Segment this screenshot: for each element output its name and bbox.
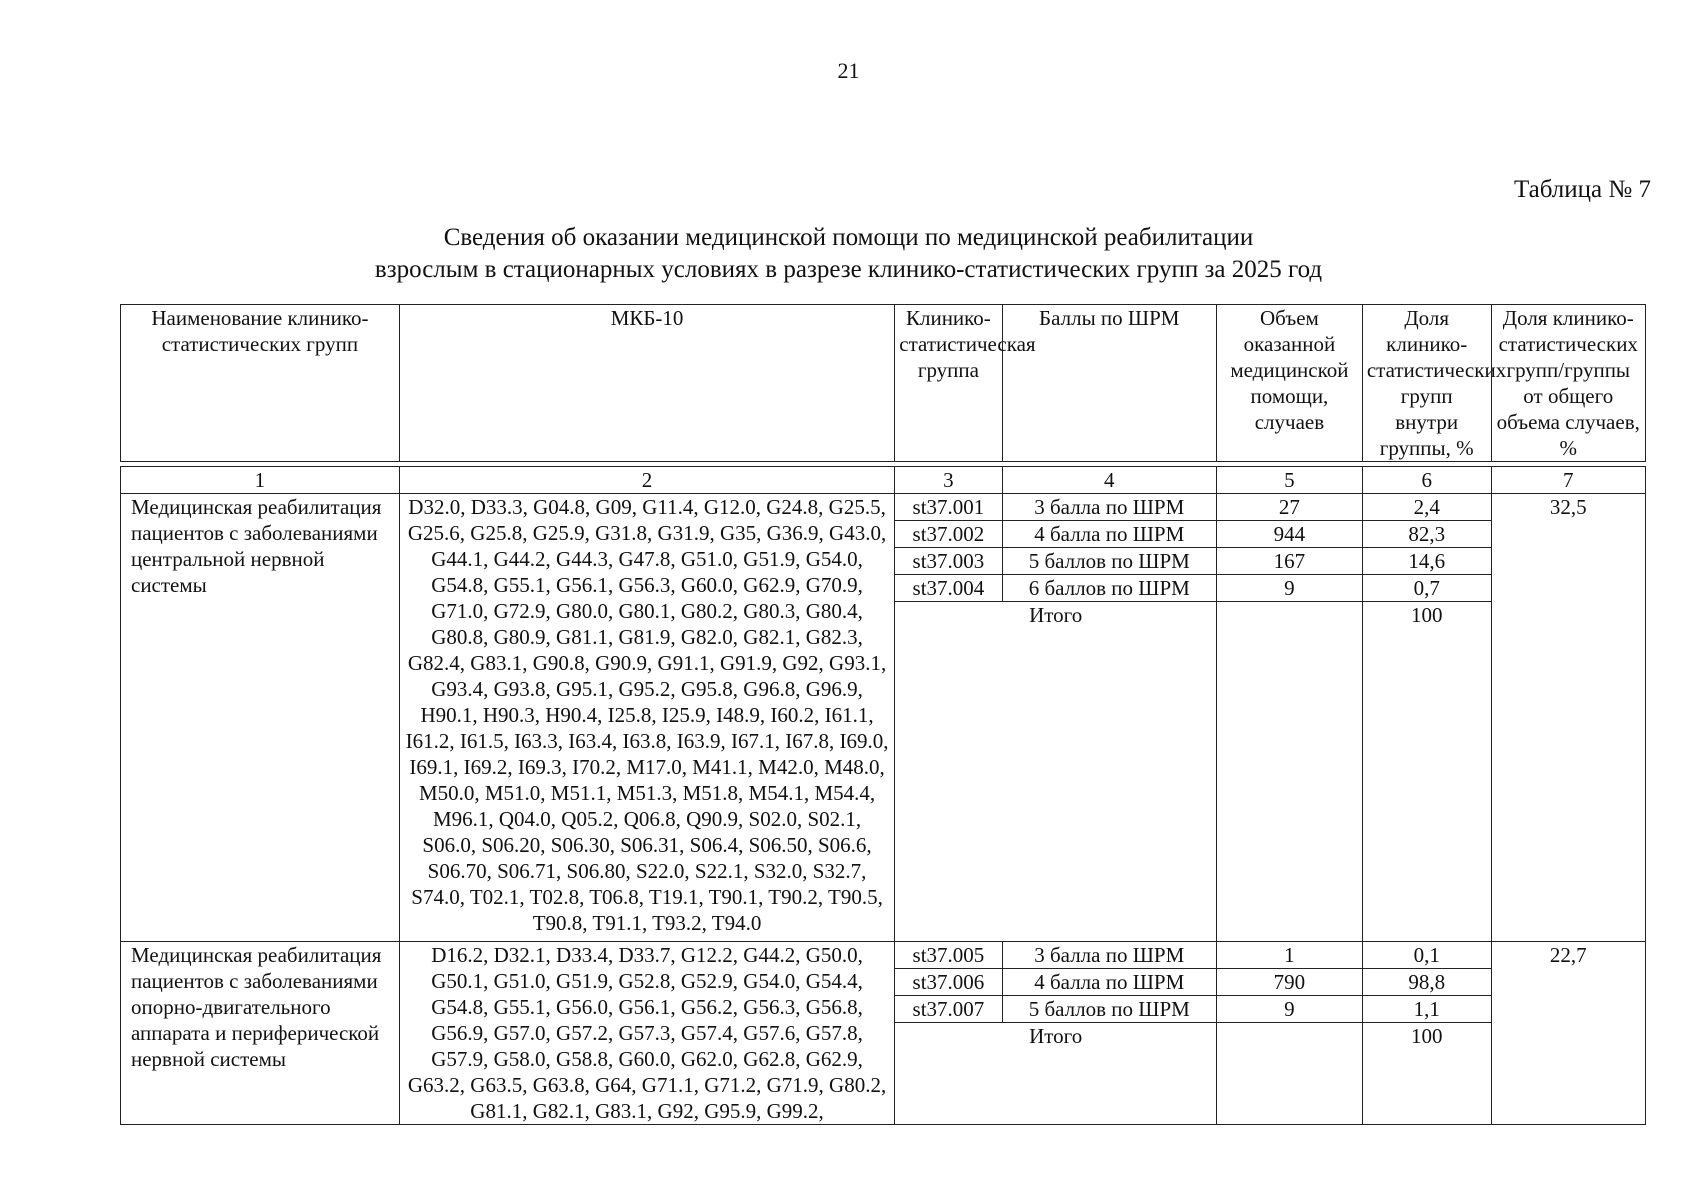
table-row	[121, 494, 1646, 521]
group-name: Медицинская реабилитация пациентов с заболеваниями центральной нервной системы	[121, 494, 400, 942]
score: 5 баллов по ШРМ	[1002, 996, 1216, 1023]
column-header-score: Баллы по ШРМ	[1002, 305, 1216, 462]
total-volume	[1217, 602, 1363, 942]
volume: 790	[1217, 969, 1363, 996]
share-of-total: 32,5	[1491, 494, 1645, 942]
column-header-ksg: Клинико-статистическая группа	[895, 305, 1002, 462]
column-header-volume: Объем оказанной медицинской помощи, случаев	[1217, 305, 1363, 462]
score: 4 балла по ШРМ	[1002, 521, 1216, 548]
table-label: Таблица № 7	[1513, 176, 1651, 203]
volume: 9	[1217, 996, 1363, 1023]
table-title-line-1: Сведения об оказании медицинской помощи по медицинской реабилитации	[443, 224, 1254, 251]
column-number-row	[121, 467, 1646, 494]
score: 3 балла по ШРМ	[1002, 942, 1216, 969]
table-title-line-2: взрослым в стационарных условиях в разрезе клинико-статистических групп за 2025 год	[374, 256, 1323, 283]
volume: 1	[1217, 942, 1363, 969]
column-number: 1	[121, 467, 400, 494]
column-number: 3	[895, 467, 1002, 494]
header-row	[121, 305, 1646, 462]
ksg-code: st37.006	[895, 969, 1002, 996]
share-in-group: 14,6	[1362, 548, 1491, 575]
table-title	[0, 222, 1697, 286]
share-of-total: 22,7	[1491, 942, 1645, 1125]
share-in-group: 2,4	[1362, 494, 1491, 521]
score: 4 балла по ШРМ	[1002, 969, 1216, 996]
column-number: 4	[1002, 467, 1216, 494]
volume: 167	[1217, 548, 1363, 575]
volume: 27	[1217, 494, 1363, 521]
column-header-icd10: МКБ-10	[399, 305, 894, 462]
total-share: 100	[1362, 1023, 1491, 1125]
column-header-share-in-group: Доля клинико-статистических групп внутри группы, %	[1362, 305, 1491, 462]
ksg-code: st37.002	[895, 521, 1002, 548]
ksg-code: st37.005	[895, 942, 1002, 969]
column-number: 5	[1217, 467, 1363, 494]
volume: 9	[1217, 575, 1363, 602]
column-number: 2	[399, 467, 894, 494]
share-in-group: 0,7	[1362, 575, 1491, 602]
share-in-group: 1,1	[1362, 996, 1491, 1023]
total-volume	[1217, 1023, 1363, 1125]
share-in-group: 82,3	[1362, 521, 1491, 548]
score: 5 баллов по ШРМ	[1002, 548, 1216, 575]
volume: 944	[1217, 521, 1363, 548]
column-header-share-total: Доля клинико-статистических групп/группы от общего объема случаев, %	[1491, 305, 1645, 462]
total-label: Итого	[895, 602, 1217, 942]
ksg-code: st37.004	[895, 575, 1002, 602]
total-label: Итого	[895, 1023, 1217, 1125]
column-header-group-name: Наименование клинико-статистических групп	[121, 305, 400, 462]
share-in-group: 0,1	[1362, 942, 1491, 969]
column-number: 6	[1362, 467, 1491, 494]
ksg-code: st37.007	[895, 996, 1002, 1023]
page-number: 21	[837, 58, 860, 83]
total-share: 100	[1362, 602, 1491, 942]
group-name: Медицинская реабилитация пациентов с заболеваниями опорно-двигательного аппарата и периферической нервной системы	[121, 942, 400, 1125]
column-number: 7	[1491, 467, 1645, 494]
score: 6 баллов по ШРМ	[1002, 575, 1216, 602]
icd10-codes: D32.0, D33.3, G04.8, G09, G11.4, G12.0, G24.8, G25.5, G25.6, G25.8, G25.9, G31.8, G31.9, G35, G36.9, G43.0, G44.1, G44.2, G44.3, G47.8, G51.0, G51.9, G54.0, G54.8, G55.1, G56.1, G56.3, G60.0, G62.9, G70.9, G71.0, G72.9, G80.0, G80.1, G80.2, G80.3, G80.4, G80.8, G80.9, G81.1, G81.9, G82.0, G82.1, G82.3, G82.4, G83.1, G90.8, G90.9, G91.1, G91.9, G92, G93.1, G93.4, G93.8, G95.1, G95.2, G95.8, G96.8, G96.9, H90.1, H90.3, H90.4, I25.8, I25.9, I48.9, I60.2, I61.1, I61.2, I61.5, I63.3, I63.4, I63.8, I63.9, I67.1, I67.8, I69.0, I69.1, I69.2, I69.3, I70.2, M17.0, M41.1, M42.0, M48.0, M50.0, M51.0, M51.1, M51.3, M51.8, M54.1, M54.4, M96.1, Q04.0, Q05.2, Q06.8, Q90.9, S02.0, S02.1, S06.0, S06.20, S06.30, S06.31, S06.4, S06.50, S06.6, S06.70, S06.71, S06.80, S22.0, S22.1, S32.0, S32.7, S74.0, T02.1, T02.8, T06.8, T19.1, T90.1, T90.2, T90.5, T90.8, T91.1, T93.2, T94.0	[399, 494, 894, 942]
table-row	[121, 942, 1646, 969]
ksg-code: st37.003	[895, 548, 1002, 575]
ksg-code: st37.001	[895, 494, 1002, 521]
rehabilitation-table	[120, 304, 1646, 1125]
icd10-codes: D16.2, D32.1, D33.4, D33.7, G12.2, G44.2, G50.0, G50.1, G51.0, G51.9, G52.8, G52.9, G54.0, G54.4, G54.8, G55.1, G56.0, G56.1, G56.2, G56.3, G56.8, G56.9, G57.0, G57.2, G57.3, G57.4, G57.6, G57.8, G57.9, G58.0, G58.8, G60.0, G62.0, G62.8, G62.9, G63.2, G63.5, G63.8, G64, G71.1, G71.2, G71.9, G80.2, G81.1, G82.1, G83.1, G92, G95.9, G99.2,	[399, 942, 894, 1125]
share-in-group: 98,8	[1362, 969, 1491, 996]
score: 3 балла по ШРМ	[1002, 494, 1216, 521]
